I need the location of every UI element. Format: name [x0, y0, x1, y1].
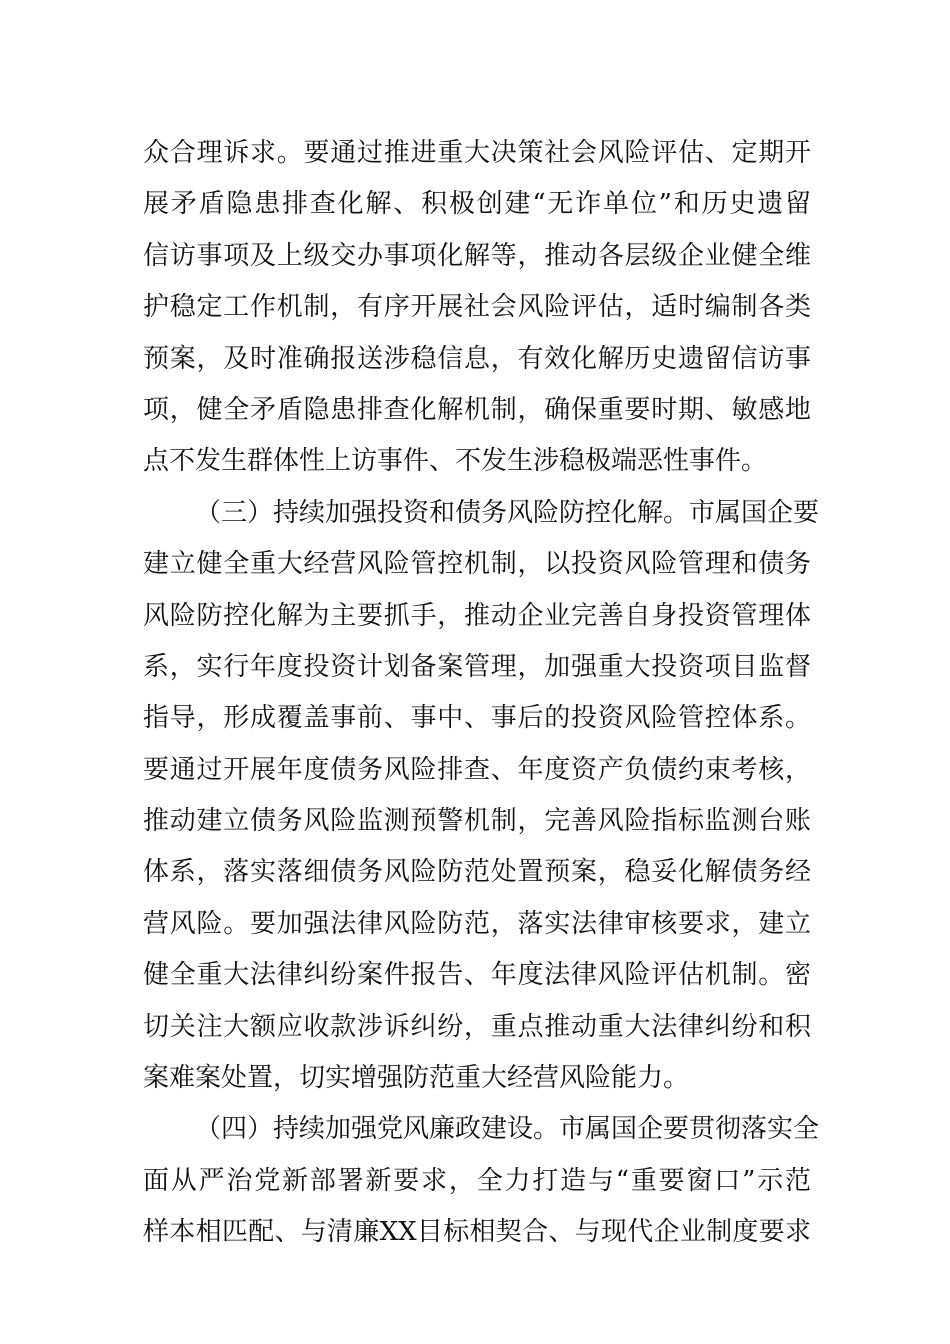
paragraph-2-line-7: 推动建立债务风险监测预警机制，完善风险指标监测台账 [143, 806, 811, 837]
paragraph-1-line-3: 信访事项及上级交办事项化解等，推动各层级企业健全维 [143, 240, 811, 271]
paragraph-3-line-2: 面从严治党新部署新要求，全力打造与“重要窗口”示范 [143, 1165, 811, 1196]
paragraph-2-line-11: 切关注大额应收款涉诉纠纷，重点推动重大法律纠纷和积 [143, 1011, 811, 1042]
paragraph-1-line-5: 预案，及时准确报送涉稳信息，有效化解历史遗留信访事 [143, 343, 811, 374]
paragraph-2-line-2: 建立健全重大经营风险管控机制，以投资风险管理和债务 [143, 549, 811, 580]
paragraph-2-line-10: 健全重大法律纠纷案件报告、年度法律风险评估机制。密 [143, 960, 811, 991]
paragraph-1-line-4: 护稳定工作机制，有序开展社会风险评估，适时编制各类 [143, 292, 811, 323]
paragraph-2-line-1: （三）持续加强投资和债务风险防控化解。市属国企要 [195, 497, 820, 528]
paragraph-2-line-4: 系，实行年度投资计划备案管理，加强重大投资项目监督 [143, 651, 811, 682]
paragraph-1-line-2: 展矛盾隐患排查化解、积极创建“无诈单位”和历史遗留 [143, 189, 811, 220]
paragraph-2-line-9: 营风险。要加强法律风险防范，落实法律审核要求，建立 [143, 908, 811, 939]
paragraph-2-line-5: 指导，形成覆盖事前、事中、事后的投资风险管控体系。 [143, 703, 811, 734]
paragraph-2-line-8: 体系，落实落细债务风险防范处置预案，稳妥化解债务经 [143, 857, 811, 888]
paragraph-1-line-1: 众合理诉求。要通过推进重大决策社会风险评估、定期开 [143, 138, 811, 168]
paragraph-1-line-6: 项，健全矛盾隐患排查化解机制，确保重要时期、敏感地 [143, 394, 811, 425]
paragraph-1-line-7: 点不发生群体性上访事件、不发生涉稳极端恶性事件。 [143, 446, 768, 477]
paragraph-3-line-1: （四）持续加强党风廉政建设。市属国企要贯彻落实全 [195, 1114, 820, 1145]
paragraph-2-line-3: 风险防控化解为主要抓手，推动企业完善自身投资管理体 [143, 600, 811, 631]
paragraph-3-line-3: 样本相匹配、与清廉XX目标相契合、与现代企业制度要求 [143, 1217, 811, 1248]
paragraph-2-line-6: 要通过开展年度债务风险排查、年度资产负债约束考核， [143, 754, 811, 785]
paragraph-2-line-12: 案难案处置，切实增强防范重大经营风险能力。 [143, 1063, 690, 1094]
body-text [143, 128, 820, 1259]
